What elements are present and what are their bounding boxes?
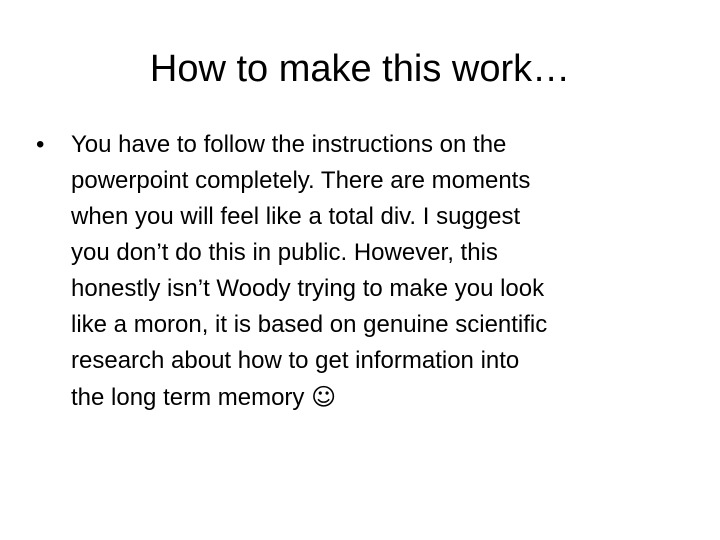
bullet-list [36,127,684,416]
bullet-icon: • [36,131,45,158]
paragraph-line-4: you don’t do this in public. However, this [71,239,498,266]
paragraph-line-6: like a moron, it is based on genuine scientific [71,311,548,338]
paragraph-line-1: You have to follow the instructions on the [71,131,507,158]
slide-title: How to make this work… [149,48,571,90]
smiley-face-icon: ☺ [311,383,337,411]
paragraph-line-7: research about how to get information into [71,347,520,374]
paragraph-line-8-text: the long term memory [71,384,312,411]
paragraph-line-8 [71,379,684,416]
paragraph-line-2: powerpoint completely. There are moments [71,167,531,194]
paragraph-line-3: when you will feel like a total div. I suggest [71,203,521,230]
paragraph-line-5: honestly isn’t Woody trying to make you look [71,275,545,302]
bullet-item [36,127,684,416]
